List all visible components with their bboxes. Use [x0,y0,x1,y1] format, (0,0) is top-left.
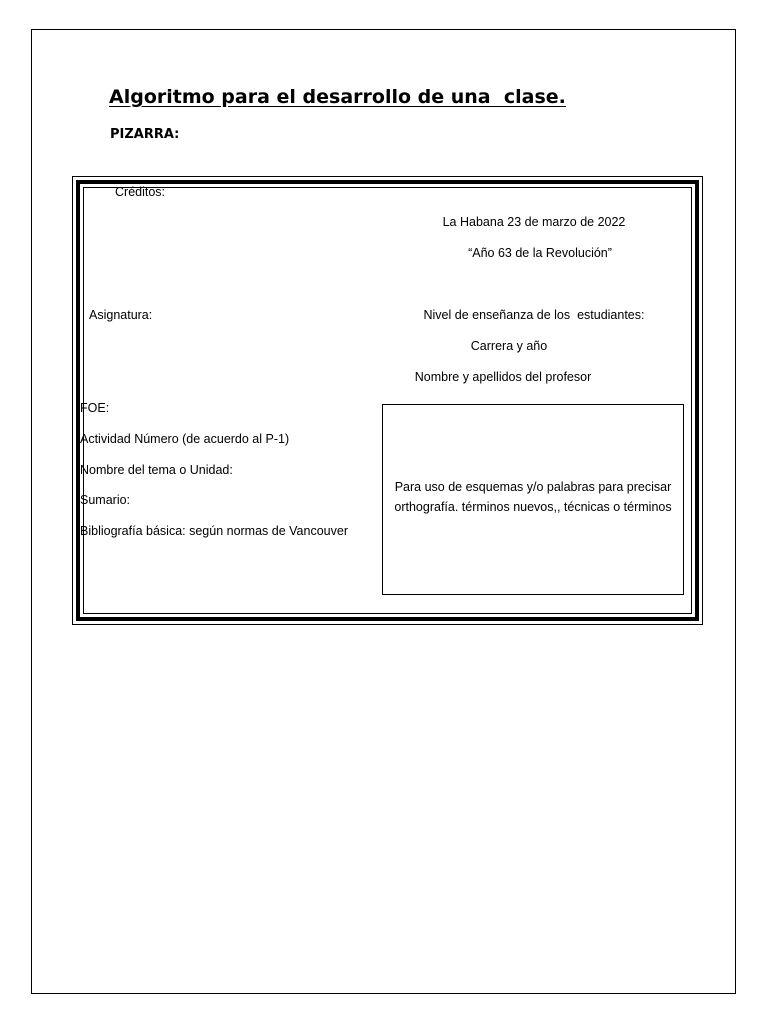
actividad-label: Actividad Número (de acuerdo al P-1) [80,432,290,446]
notes-box [382,404,684,595]
nivel-label: Nivel de enseñanza de los estudiantes: [423,308,645,322]
foe-label: FOE: [80,401,110,415]
creditos-label: Créditos: [115,185,166,199]
date-line: La Habana 23 de marzo de 2022 [442,215,626,229]
document-title: Algoritmo para el desarrollo de una clase. [109,86,566,108]
bibliografia-label: Bibliografía básica: según normas de Vancouver [80,524,348,538]
sumario-label: Sumario: [80,493,131,507]
tema-label: Nombre del tema o Unidad: [80,463,233,477]
profesor-label: Nombre y apellidos del profesor [414,370,592,384]
section-label-pizarra: PIZARRA: [110,127,180,142]
notes-box-text: Para uso de esquemas y/o palabras para precisar orthografía. términos nuevos,, técnicas o términos [394,480,672,514]
asignatura-label: Asignatura: [89,308,153,322]
year-motto: “Año 63 de la Revolución” [468,246,612,260]
carrera-label: Carrera y año [470,339,548,353]
